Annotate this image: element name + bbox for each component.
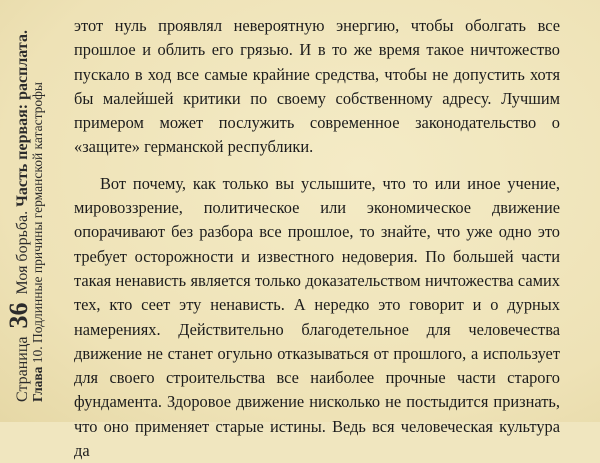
chapter-header: [30, 82, 46, 402]
page-number: 36: [4, 302, 33, 329]
sidebar: [0, 0, 68, 422]
book-title: Моя борьба.: [14, 210, 31, 295]
page-label: Страница: [14, 336, 31, 402]
paragraph-1: этот нуль проявлял невероятную энергию, чтобы оболгать все прошлое и облить его грязью. И в то же время такое ничтожество пускало в ход все самые крайние средства, чтобы не допустить хотя бы малейшей критики по своему собственному адресу. Лучшим примером может послужить современное законодательство о «защите» германской республики.: [74, 16, 560, 157]
chapter-title: Подлинные причины германской катастрофы: [30, 82, 45, 343]
chapter-number: 10.: [30, 346, 45, 364]
paragraph-2: Вот почему, как только вы услышите, что то или иное учение, мировоззрение, политическое или экономическое движение опорачивают без разбора все прошлое, то знайте, что уже одно это требует осторожности и известного недоверия. По большей части такая ненависть является только доказательством ничтожества самих тех, кто сеет эту ненависть. А нередко это говорит и о дурных намерениях. Действительно благодетельное для человечества движение не станет огульно отказываться от прошлого, а использует для своего строительства все наиболее прочные части старого фундамента. Здоровое движение нисколько не постыдится признать, что оно применяет старые истины. Ведь вся человеческая культура да: [74, 173, 560, 461]
body-text: [74, 14, 560, 463]
part-title: Часть первая: расплата.: [14, 30, 31, 207]
chapter-label: Глава: [30, 366, 45, 402]
